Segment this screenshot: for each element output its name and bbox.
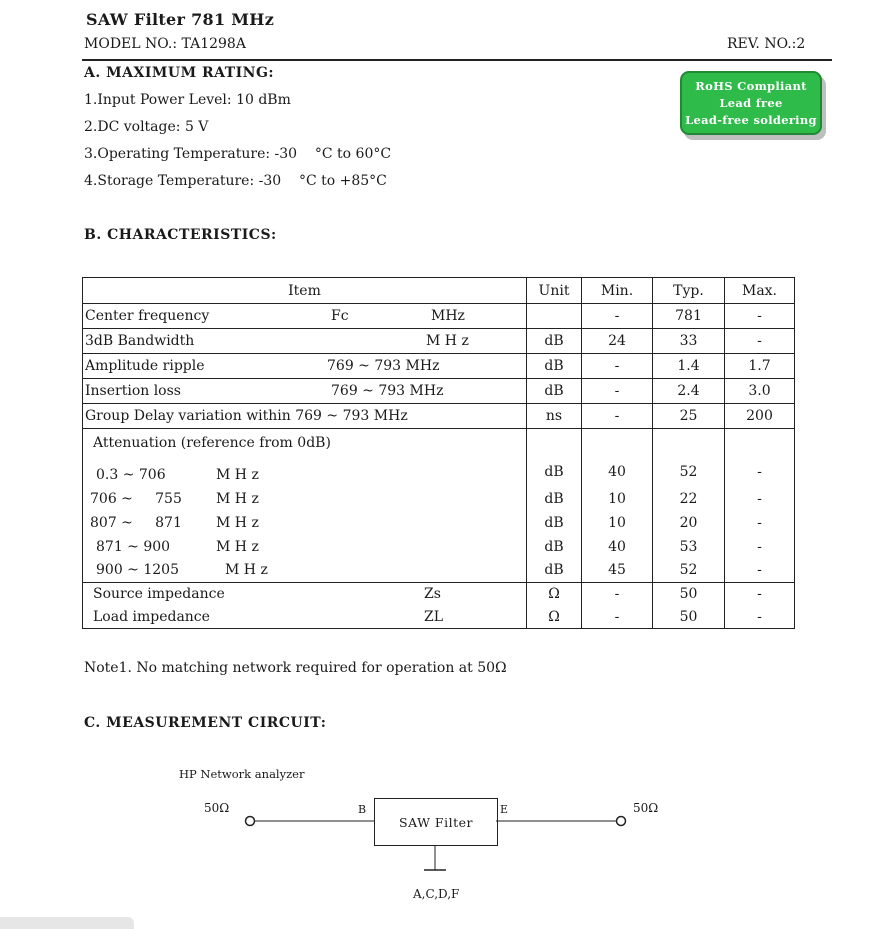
typ-cell: 33 [653,329,725,354]
model-number: MODEL NO.: TA1298A [84,36,246,52]
min-cell: 10 [582,487,653,511]
max-cell: - [725,511,795,535]
max-cell: 200 [725,404,795,429]
item-symbol: Zs [424,586,441,603]
rating-item: 1.Input Power Level: 10 dBm [84,92,291,108]
section-c-heading: C. MEASUREMENT CIRCUIT: [84,715,327,731]
pin-in-label: B [358,803,367,816]
badge-line-3: Lead-free soldering [685,112,817,127]
item-param: Fc [331,308,349,324]
unit-cell: dB [527,379,582,404]
item-name: Source impedance [93,586,225,603]
max-cell: - [725,329,795,354]
attenuation-unit-label: M H z [225,562,268,579]
min-cell: - [582,304,653,329]
unit-cell: dB [527,487,582,511]
min-cell: - [582,354,653,379]
attenuation-band: 807 ~ 871 [90,514,182,531]
item-range: M H z [426,333,469,349]
attenuation-band: 871 ~ 900 [96,538,171,555]
unit-cell: dB [527,354,582,379]
attenuation-band: 0.3 ~ 706 [96,466,166,483]
typ-cell: 781 [653,304,725,329]
column-header: Item [83,278,527,304]
typ-cell: 50 [653,606,725,629]
typ-cell: 2.4 [653,379,725,404]
unit-cell: Ω [527,606,582,629]
unit-cell: dB [527,457,582,487]
attenuation-band: 900 ~ 1205 [96,562,179,579]
min-cell: 10 [582,511,653,535]
document-title: SAW Filter 781 MHz [86,10,275,29]
max-cell: - [725,606,795,629]
rating-item: 3.Operating Temperature: -30 °C to 60°C [84,146,392,162]
horizontal-scrollbar[interactable] [0,917,134,929]
item-symbol: ZL [424,608,444,625]
column-header: Unit [527,278,582,304]
min-cell: - [582,404,653,429]
typ-cell: 53 [653,535,725,559]
item-name: Load impedance [93,608,210,625]
attenuation-unit-label: M H z [216,538,259,555]
section-a-heading: A. MAXIMUM RATING: [84,65,275,81]
min-cell: 24 [582,329,653,354]
unit-cell: dB [527,329,582,354]
typ-cell: 50 [653,583,725,606]
unit-cell: dB [527,511,582,535]
attenuation-unit-label: M H z [216,514,259,531]
unit-cell: dB [527,535,582,559]
item-name: Insertion loss [85,383,181,399]
min-cell: - [582,583,653,606]
typ-cell: 25 [653,404,725,429]
item-name: Amplitude ripple [85,358,205,374]
max-cell: - [725,535,795,559]
item-name: Center frequency [85,308,210,324]
section-b-heading: B. CHARACTERISTICS: [84,227,277,243]
note-text: Note1. No matching network required for operation at 50Ω [84,660,507,676]
min-cell: - [582,379,653,404]
saw-filter-box: SAW Filter [374,798,498,846]
attenuation-band: 706 ~ 755 [90,490,182,507]
min-cell: 45 [582,559,653,583]
attenuation-unit-label: M H z [216,466,259,483]
rating-item: 4.Storage Temperature: -30 °C to +85°C [84,173,387,189]
output-impedance-label: 50Ω [633,801,659,815]
item-range: 769 ~ 793 MHz [327,358,440,374]
item-range: 769 ~ 793 MHz [331,383,444,399]
attenuation-label: Attenuation (reference from 0dB) [93,434,331,451]
min-cell: 40 [582,457,653,487]
badge-line-1: RoHS Compliant [695,78,807,93]
typ-cell: 20 [653,511,725,535]
max-cell: - [725,487,795,511]
input-terminal [246,817,255,826]
badge-line-2: Lead free [719,95,783,110]
typ-cell: 1.4 [653,354,725,379]
typ-cell: 52 [653,559,725,583]
typ-cell: 52 [653,457,725,487]
item-name: Group Delay variation within 769 ~ 793 MHz [85,408,408,424]
rating-item: 2.DC voltage: 5 V [84,119,209,135]
revision-number: REV. NO.:2 [727,36,806,52]
unit-cell: dB [527,559,582,583]
unit-cell: Ω [527,583,582,606]
max-cell: 3.0 [725,379,795,404]
max-cell: - [725,559,795,583]
max-cell: 1.7 [725,354,795,379]
item-range: MHz [431,308,465,324]
min-cell: - [582,606,653,629]
max-cell: - [725,304,795,329]
column-header: Max. [725,278,795,304]
ground-pins-label: A,C,D,F [413,887,460,901]
column-header: Min. [582,278,653,304]
output-terminal [617,817,626,826]
min-cell: 40 [582,535,653,559]
typ-cell: 22 [653,487,725,511]
item-name: 3dB Bandwidth [85,333,195,349]
max-cell: - [725,583,795,606]
input-impedance-label: 50Ω [204,801,230,815]
unit-cell: ns [527,404,582,429]
attenuation-unit-label: M H z [216,490,259,507]
analyzer-label: HP Network analyzer [179,767,305,781]
pin-out-label: E [500,803,509,816]
column-header: Typ. [653,278,725,304]
max-cell: - [725,457,795,487]
